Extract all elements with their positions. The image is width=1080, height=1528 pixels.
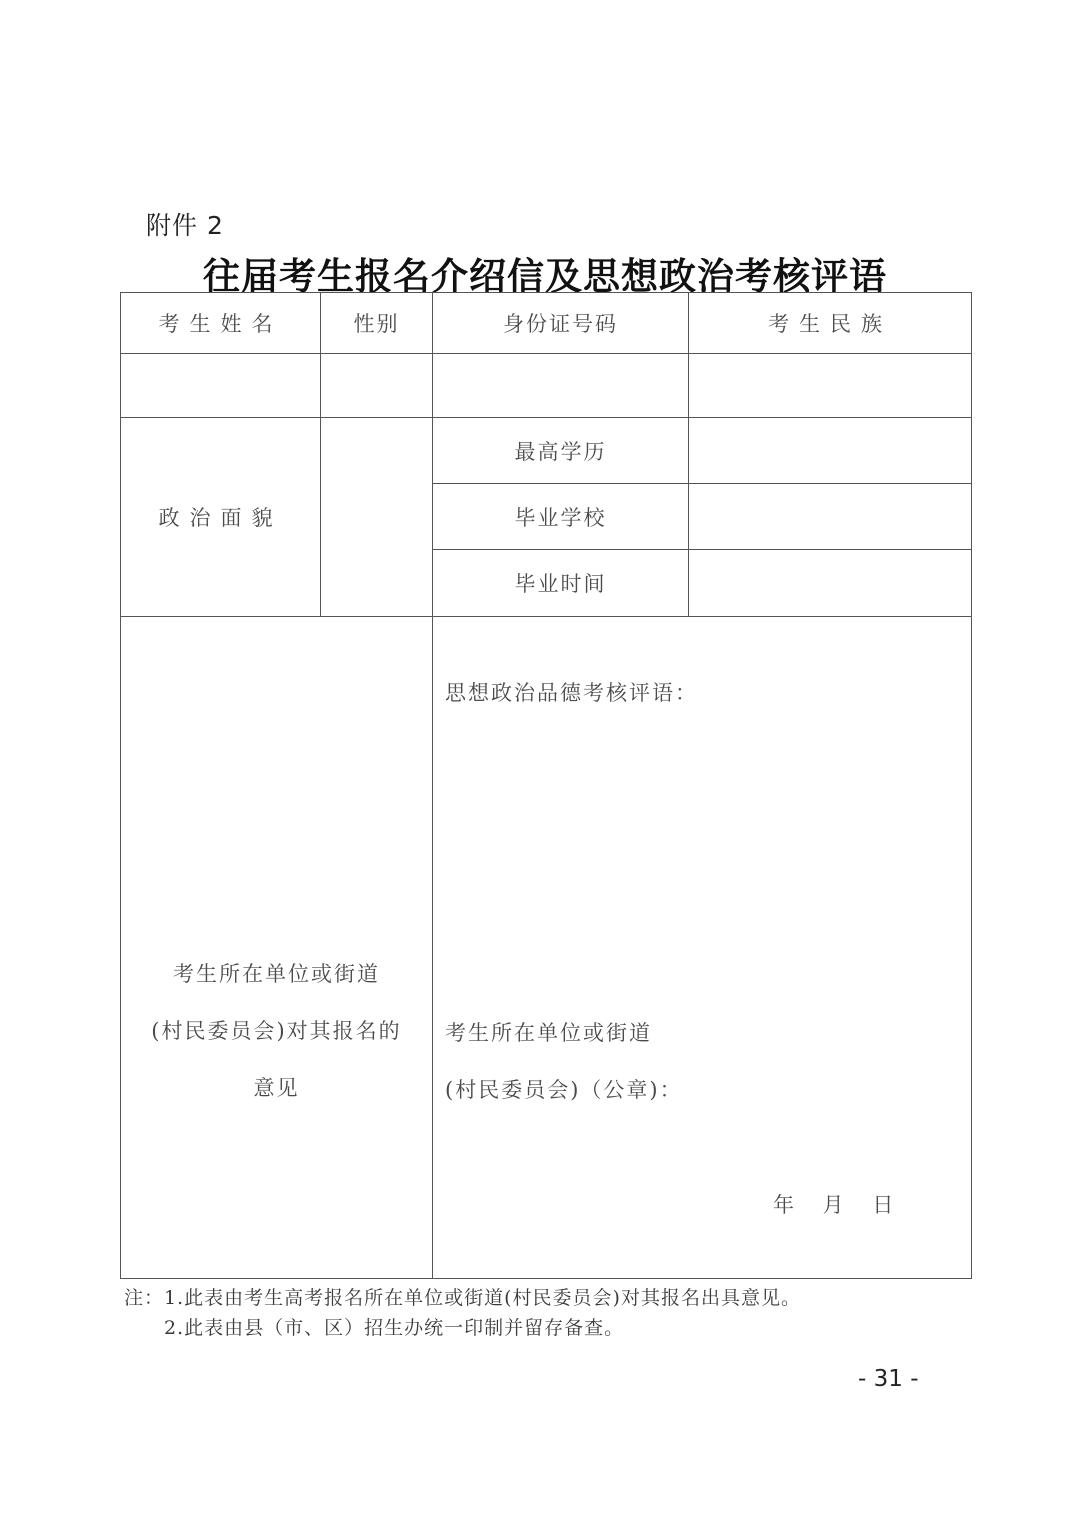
header-row	[121, 293, 972, 354]
attachment-label: 附件 2	[146, 211, 224, 240]
opinion-label-line-1: 考生所在单位或街道	[173, 962, 380, 986]
school-label: 毕业学校	[433, 484, 689, 550]
political-status-label: 政治面貌	[121, 418, 321, 617]
ethnicity-field[interactable]	[689, 354, 972, 418]
name-field[interactable]	[121, 354, 321, 418]
opinion-row	[121, 617, 972, 1279]
note-1: 注：1.此表由考生高考报名所在单位或街道(村民委员会)对其报名出具意见。	[124, 1287, 801, 1309]
opinion-label-line-2: (村民委员会)对其报名的	[151, 1019, 402, 1043]
opinion-label-line-3: 意见	[253, 1076, 300, 1100]
comment-field[interactable]	[433, 617, 972, 1279]
school-field[interactable]	[689, 484, 972, 550]
comment-title: 思想政治品德考核评语：	[445, 681, 698, 705]
input-row	[121, 354, 972, 418]
id-number-field[interactable]	[433, 354, 689, 418]
gender-field[interactable]	[321, 354, 433, 418]
graduation-time-field[interactable]	[689, 550, 972, 617]
id-number-header: 身份证号码	[433, 293, 689, 354]
education-field[interactable]	[689, 418, 972, 484]
stamp-label-line-1: 考生所在单位或街道	[445, 1021, 652, 1045]
stamp-label-line-2: (村民委员会)（公章)：	[445, 1078, 683, 1102]
note-2: 2.此表由县（市、区）招生办统一印制并留存备查。	[164, 1317, 625, 1339]
gender-header: 性别	[321, 293, 433, 354]
graduation-time-label: 毕业时间	[433, 550, 689, 617]
political-status-field[interactable]	[321, 418, 433, 617]
ethnicity-header: 考生民族	[689, 293, 972, 354]
page-title: 往届考生报名介绍信及思想政治考核评语	[203, 255, 887, 298]
name-header: 考生姓名	[121, 293, 321, 354]
opinion-label	[121, 617, 433, 1279]
education-label: 最高学历	[433, 418, 689, 484]
page-number: - 31 -	[858, 1366, 919, 1392]
education-row	[121, 418, 972, 484]
application-form-table	[120, 292, 972, 1279]
date-line: 年 月 日	[773, 1193, 894, 1217]
